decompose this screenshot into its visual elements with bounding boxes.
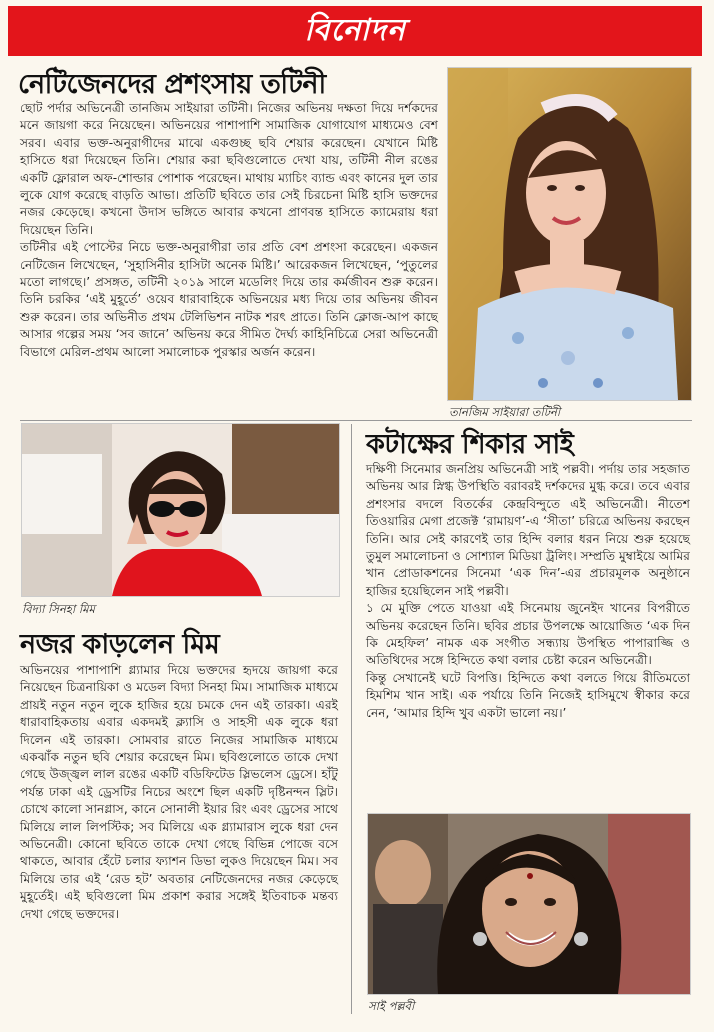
article3-photo — [367, 813, 691, 995]
article2-photo-caption: বিদ্যা সিনহা মিম — [22, 602, 95, 616]
horizontal-divider — [20, 420, 692, 421]
totini-portrait-illustration — [448, 68, 691, 400]
article3-paragraph-2: ১ মে মুক্তি পেতে যাওয়া এই সিনেমায় জুনেইদ খানের বিপরীতে অভিনয় করেছেন তিনি। ছবির প্রচার উপলক্ষে আয়োজিত ‘এক দিন কি মেহফিল’ নামক এক সংগীত সন্ধ্যায় উপস্থিত পাপারাজ্জি ও অতিথিদের সঙ্গে হিন্দিতে কথা বলার চেষ্টা করেন অভিনেত্রী। — [366, 601, 690, 668]
article2-body — [20, 662, 338, 923]
article2-headline: নজর কাড়লেন মিম — [20, 629, 220, 660]
article1-body — [20, 100, 438, 361]
article2-paragraph-1: অভিনয়ের পাশাপাশি গ্ল্যামার দিয়ে ভক্তদের হৃদয়ে জায়গা করে নিয়েছেন চিত্রনায়িকা ও মডেল বিদ্যা সিনহা মিম। সামাজিক মাধ্যমে প্রায়ই নতুন নতুন লুকে হাজির হয়ে চমকে দেন এই তারকা। এরই ধারাবাহিকতায় এবার একদমই ক্ল্যাসি ও সাহসী এক লুকে ধরা দিলেন এই তারকা। সোমবার রাতে নিজের সামাজিক মাধ্যমে একঝাঁক নতুন ছবি শেয়ার করেছেন মিম। ছবিগুলোতে তাকে দেখা গেছে উজ্জ্বল লাল রঙের একটি বডিফিটেড স্লিভলেস ড্রেসে। হাঁটু পর্যন্ত ঢাকা এই ড্রেসটির নিচের অংশে ছিল একটি দৃষ্টিনন্দন স্লিট। চোখে কালো সানগ্লাস, কানে সোনালী ইয়ার রিং এবং ড্রেসের সাথে মিলিয়ে লাল লিপস্টিক; সব মিলিয়ে এক গ্ল্যামারাস লুকে ধরা দেন অভিনেত্রী। কোনো ছবিতে তাকে দেখা গেছে বিভিন্ন পোজে বসে থাকতে, আবার হেঁটে চলার ফ্যাশন ডিভা লুকও দিয়েছেন মিম। সব মিলিয়ে তার এই ‘রেড হট’ অবতার নেটিজেনদের নজর কেড়েছে মুহূর্তেই। এই ছবিগুলো মিম প্রকাশ করার সঙ্গেই ইতিবাচক মন্তব্য দেখা গেছে ভক্তদের। — [20, 663, 338, 921]
section-banner — [8, 6, 702, 56]
mim-portrait-illustration — [22, 424, 339, 596]
article1-photo-caption: তানজিম সাইয়ারা তটিনী — [449, 405, 561, 419]
sai-portrait-illustration — [368, 814, 690, 994]
vertical-divider — [351, 424, 352, 1014]
article2-photo — [21, 423, 340, 597]
article1-photo — [447, 67, 692, 401]
article1-paragraph-1: ছোট পর্দার অভিনেত্রী তানজিম সাইয়ারা তটিনী। নিজের অভিনয় দক্ষতা দিয়ে দর্শকদের মনে জায়গা করে নিয়েছেন। অভিনয়ের পাশাপাশি সামাজিক যোগাযোগ মাধ্যমেও বেশ সরব। এবার ভক্ত-অনুরাগীদের মাঝে একগুচ্ছ ছবি শেয়ার করেছেন। যেখানে মিষ্টি হাসিতে ধরা দিয়েছেন তিনি। শেয়ার করা ছবিগুলোতে দেখা যায়, তটিনী নীল রঙের একটি ফ্লোরাল অফ-শোল্ডার পোশাক পরেছেন। মাথায় ম্যাচিং ব্যান্ড এবং কানের দুল তার লুকে যোগ করেছে বাড়তি আভা। প্রতিটি ছবিতে তার সেই চিরচেনা মিষ্টি হাসি ভক্তদের নজর কেড়েছে। কখনো উদাস ভঙ্গিতে আবার কখনো প্রাণবন্ত হাসিতে ক্যামেরায় ধরা দিয়েছেন তিনি। — [20, 101, 438, 237]
article1-headline: নেটিজেনদের প্রশংসায় তটিনী — [18, 69, 326, 100]
article3-paragraph-3: কিন্তু সেখানেই ঘটে বিপত্তি। হিন্দিতে কথা বলতে গিয়ে রীতিমতো হিমশিম খান সাই। এক পর্যায়ে তিনি নিজেই হাসিমুখে স্বীকার করে নেন, ‘আমার হিন্দি খুব একটা ভালো নয়।’ — [366, 670, 690, 720]
article3-body — [366, 461, 690, 722]
article1-paragraph-2: তটিনীর এই পোস্টের নিচে ভক্ত-অনুরাগীরা তার প্রতি বেশ প্রশংসা করেছেন। একজন নেটিজেন লিখেছেন, ‘সুহাসিনীর হাসিটা অনেক মিষ্টি।’ আরেকজন লিখেছেন, ‘পুতুলের মতো লাগছে।’ প্রসঙ্গত, তটিনী ২০১৯ সালে মডেলিং দিয়ে তার কর্মজীবন শুরু করেন। তিনি চরকির ‘এই মুহূর্তে’ ওয়েব ধারাবাহিকে অভিনয়ের মধ্য দিয়ে তার অভিনয় জীবন শুরু করেন। তার অভিনীত প্রথম টেলিভিশন নাটক শরৎ প্রাতে। তিনি ক্লোজ-আপ কাছে আসার গল্পের সময় ‘সব জানে’ অভিনয় করে সীমিত দৈর্ঘ্য কাহিনিচিত্রে সেরা অভিনেত্রী বিভাগে মেরিল-প্রথম আলো সমালোচক পুরস্কার অর্জন করেন। — [20, 240, 438, 359]
section-title: বিনোদন — [304, 12, 406, 48]
article3-paragraph-1: দক্ষিণী সিনেমার জনপ্রিয় অভিনেত্রী সাই পল্লবী। পর্দায় তার সহজাত অভিনয় আর স্নিগ্ধ উপস্থিতি বরাবরই দর্শকদের মুগ্ধ করে। তবে এবার প্রশংসার বদলে বিতর্কের কেন্দ্রবিন্দুতে এই অভিনেত্রী। নীতেশ তিওয়ারির মেগা প্রজেক্ট ‘রামায়ণ’-এ ‘সীতা’ চরিত্রে অভিনয় করছেন তিনি। আর সেই কারণেই তার হিন্দি বলার ধরন নিয়ে শুরু হয়েছে তুমুল সমালোচনা ও সোশ্যাল মিডিয়া ট্রলিং। সম্প্রতি মুম্বাইয়ে আমির খান প্রোডাকশনের সিনেমা ‘এক দিন’-এর প্রচারমূলক অনুষ্ঠানে হাজির হয়েছিলেন সাই পল্লবী। — [366, 462, 690, 598]
article3-headline: কটাক্ষের শিকার সাই — [366, 429, 574, 460]
article3-photo-caption: সাই পল্লবী — [368, 999, 415, 1013]
